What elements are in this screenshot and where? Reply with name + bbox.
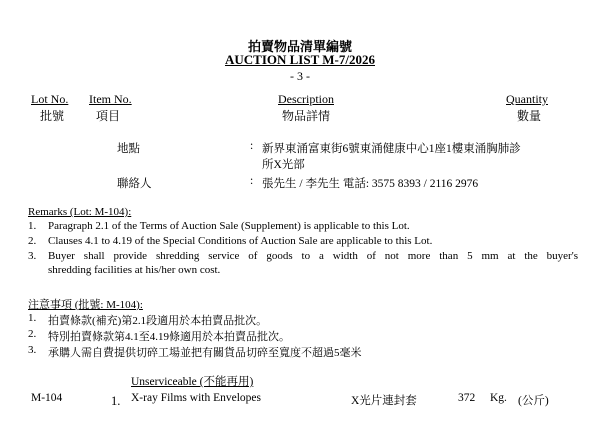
remark-cn-text: 承購人需自費提供切碎工場並把有關貨品切碎至寬度不超過5毫米	[48, 347, 362, 359]
remark-en-text: Buyer shall provide shredding service of goods to a width of not more than 5 mm at the buyer's	[48, 250, 578, 262]
column-lot-cn: 批號	[40, 109, 65, 123]
remark-en-number: 3.	[28, 250, 37, 262]
column-quantity-cn: 數量	[517, 109, 542, 123]
column-quantity-en: Quantity	[506, 92, 548, 106]
location-colon: :	[250, 140, 254, 152]
remark-cn-text: 特別拍賣條款第4.1至4.19條適用於本拍賣品批次。	[48, 331, 290, 343]
column-item-en: Item No.	[89, 92, 132, 106]
lot-number: M-104	[31, 392, 63, 404]
title-chinese: 拍賣物品清單編號	[247, 39, 352, 54]
remark-cn-text: 拍賣條款(補充)第2.1段適用於本拍賣品批次。	[48, 315, 268, 327]
title-english: AUCTION LIST M-7/2026	[224, 52, 375, 67]
remark-en-text: Paragraph 2.1 of the Terms of Auction Sale (Supplement) is applicable to this Lot.	[48, 220, 410, 232]
column-lot-en: Lot No.	[31, 92, 69, 106]
contact-value: 張先生 / 李先生 電話: 3575 8393 / 2116 2976	[262, 178, 479, 190]
column-description-cn: 物品詳情	[282, 109, 331, 123]
remark-en-text-continued: shredding facilities at his/her own cost.	[48, 264, 221, 276]
contact-colon: :	[250, 175, 254, 187]
item-number: 1.	[111, 394, 121, 408]
remark-cn-number: 3.	[28, 344, 37, 356]
page-number: - 3 -	[290, 69, 310, 83]
item-description-cn: X光片連封套	[351, 395, 417, 407]
remarks-en-heading: Remarks (Lot: M-104):	[28, 206, 132, 218]
remark-en-number: 1.	[28, 220, 37, 232]
location-value-line1: 新界東涌富東街6號東涌健康中心1座1樓東涌胸肺診	[262, 143, 521, 155]
location-label: 地點	[117, 143, 140, 155]
column-item-cn: 項目	[96, 109, 121, 123]
lot-category: Unserviceable (不能再用)	[131, 376, 254, 388]
remark-en-number: 2.	[28, 235, 37, 247]
remark-en-text: Clauses 4.1 to 4.19 of the Special Conditions of Auction Sale are applicable to this Lot.	[48, 235, 433, 247]
item-description-en: X-ray Films with Envelopes	[131, 392, 261, 404]
item-unit-cn: (公斤)	[518, 395, 549, 407]
item-unit: Kg.	[490, 392, 507, 404]
item-quantity: 372	[458, 392, 476, 404]
contact-label: 聯絡人	[117, 178, 152, 190]
column-description-en: Description	[278, 92, 334, 106]
remarks-cn-heading: 注意事項 (批號: M-104):	[28, 299, 143, 311]
location-value-line2: 所X光部	[262, 159, 305, 171]
remark-cn-number: 1.	[28, 312, 37, 324]
remark-cn-number: 2.	[28, 328, 37, 340]
